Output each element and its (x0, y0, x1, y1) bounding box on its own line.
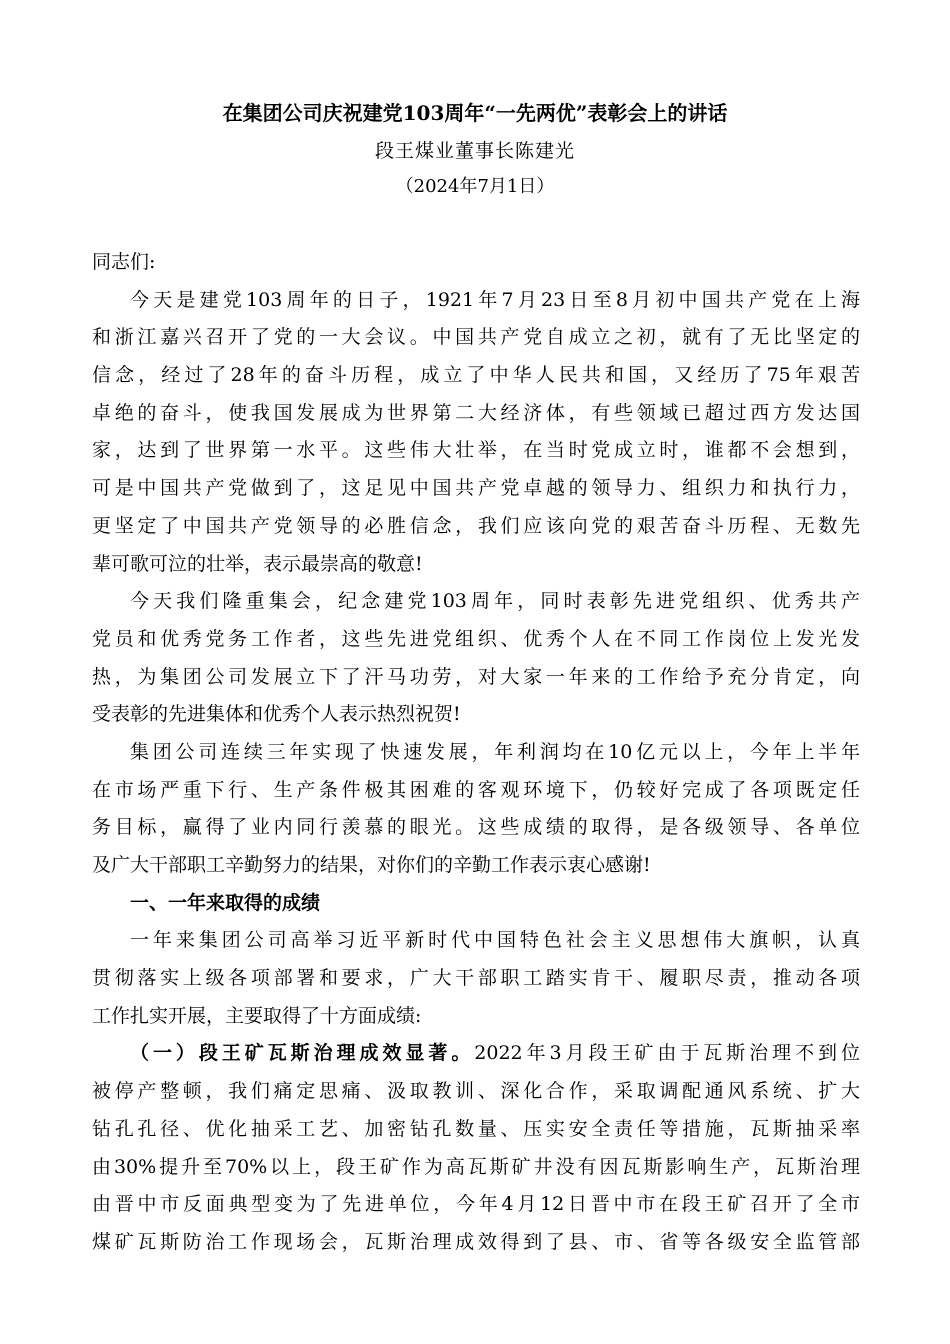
speech-body (92, 244, 860, 1262)
body-line: 在市场严重下行、生产条件极其困难的客观环境下，仍较好完成了各项既定任 (92, 778, 860, 801)
speech-date: （2024年7月1日） (395, 176, 555, 197)
body-line: 和浙江嘉兴召开了党的一大会议。中国共产党自成立之初，就有了无比坚定的 (92, 326, 860, 349)
body-line: 热，为集团公司发展立下了汗马功劳，对大家一年来的工作给予充分肯定，向 (92, 665, 860, 688)
body-line: 信念，经过了28年的奋斗历程，成立了中华人民共和国，又经历了75年艰苦 (92, 364, 860, 387)
speech-title: 在集团公司庆祝建党103周年“一先两优”表彰会上的讲话 (222, 101, 728, 125)
body-line: 今天我们隆重集会，纪念建党103周年，同时表彰先进党组织、优秀共产 (130, 590, 860, 613)
body-line: 可是中国共产党做到了，这足见中国共产党卓越的领导力、组织力和执行力， (92, 477, 860, 500)
salutation: 同志们: (92, 251, 156, 273)
body-line: 工作扎实开展，主要取得了十方面成绩: (92, 1004, 422, 1027)
body-line: 受表彰的先进集体和优秀个人表示热烈祝贺! (92, 703, 461, 726)
body-line: 党员和优秀党务工作者，这些先进党组织、优秀个人在不同工作岗位上发光发 (92, 627, 860, 650)
body-line: 卓绝的奋斗，使我国发展成为世界第二大经济体，有些领域已超过西方发达国 (92, 401, 860, 424)
body-line: 集团公司连续三年实现了快速发展，年利润均在10亿元以上，今年上半年 (130, 740, 860, 763)
body-line: 及广大干部职工辛勤努力的结果，对你们的辛勤工作表示衷心感谢! (92, 854, 651, 876)
body-line: 煤矿瓦斯防治工作现场会，瓦斯治理成效得到了县、市、省等各级安全监管部 (92, 1230, 860, 1253)
body-line: 钻孔孔径、优化抽采工艺、加密钻孔数量、压实安全责任等措施，瓦斯抽采率 (92, 1117, 860, 1140)
body-line: 一年来集团公司高举习近平新时代中国特色社会主义思想伟大旗帜，认真 (130, 929, 860, 952)
subheading-text: 2022年3月段王矿由于瓦斯治理不到位 (474, 1042, 860, 1065)
body-line: 贯彻落实上级各项部署和要求，广大干部职工踏实肯干、履职尽责，推动各项 (92, 967, 860, 990)
body-line-with-subheading (92, 1035, 860, 1073)
subheading: （一）段王矿瓦斯治理成效显著。 (130, 1042, 475, 1065)
body-line: 更坚定了中国共产党领导的必胜信念，我们应该向党的艰苦奋斗历程、无数先 (92, 514, 860, 537)
section-heading: 一、一年来取得的成绩 (130, 891, 321, 914)
body-line: 家，达到了世界第一水平。这些伟大壮举，在当时党成立时，谁都不会想到， (92, 439, 860, 462)
body-line: 今天是建党103周年的日子，1921年7月23日至8月初中国共产党在上海 (130, 288, 860, 311)
body-line: 由晋中市反面典型变为了先进单位，今年4月12日晋中市在段王矿召开了全市 (92, 1193, 860, 1216)
speaker-line: 段王煤业董事长陈建光 (374, 140, 575, 162)
body-line: 辈可歌可泣的壮举，表示最崇高的敬意! (92, 552, 423, 575)
body-line: 被停产整顿，我们痛定思痛、汲取教训、深化合作，采取调配通风系统、扩大 (92, 1080, 860, 1103)
body-line: 由30%提升至70%以上，段王矿作为高瓦斯矿井没有因瓦斯影响生产，瓦斯治理 (92, 1155, 860, 1178)
body-line: 务目标，赢得了业内同行羡慕的眼光。这些成绩的取得，是各级领导、各单位 (92, 816, 860, 839)
